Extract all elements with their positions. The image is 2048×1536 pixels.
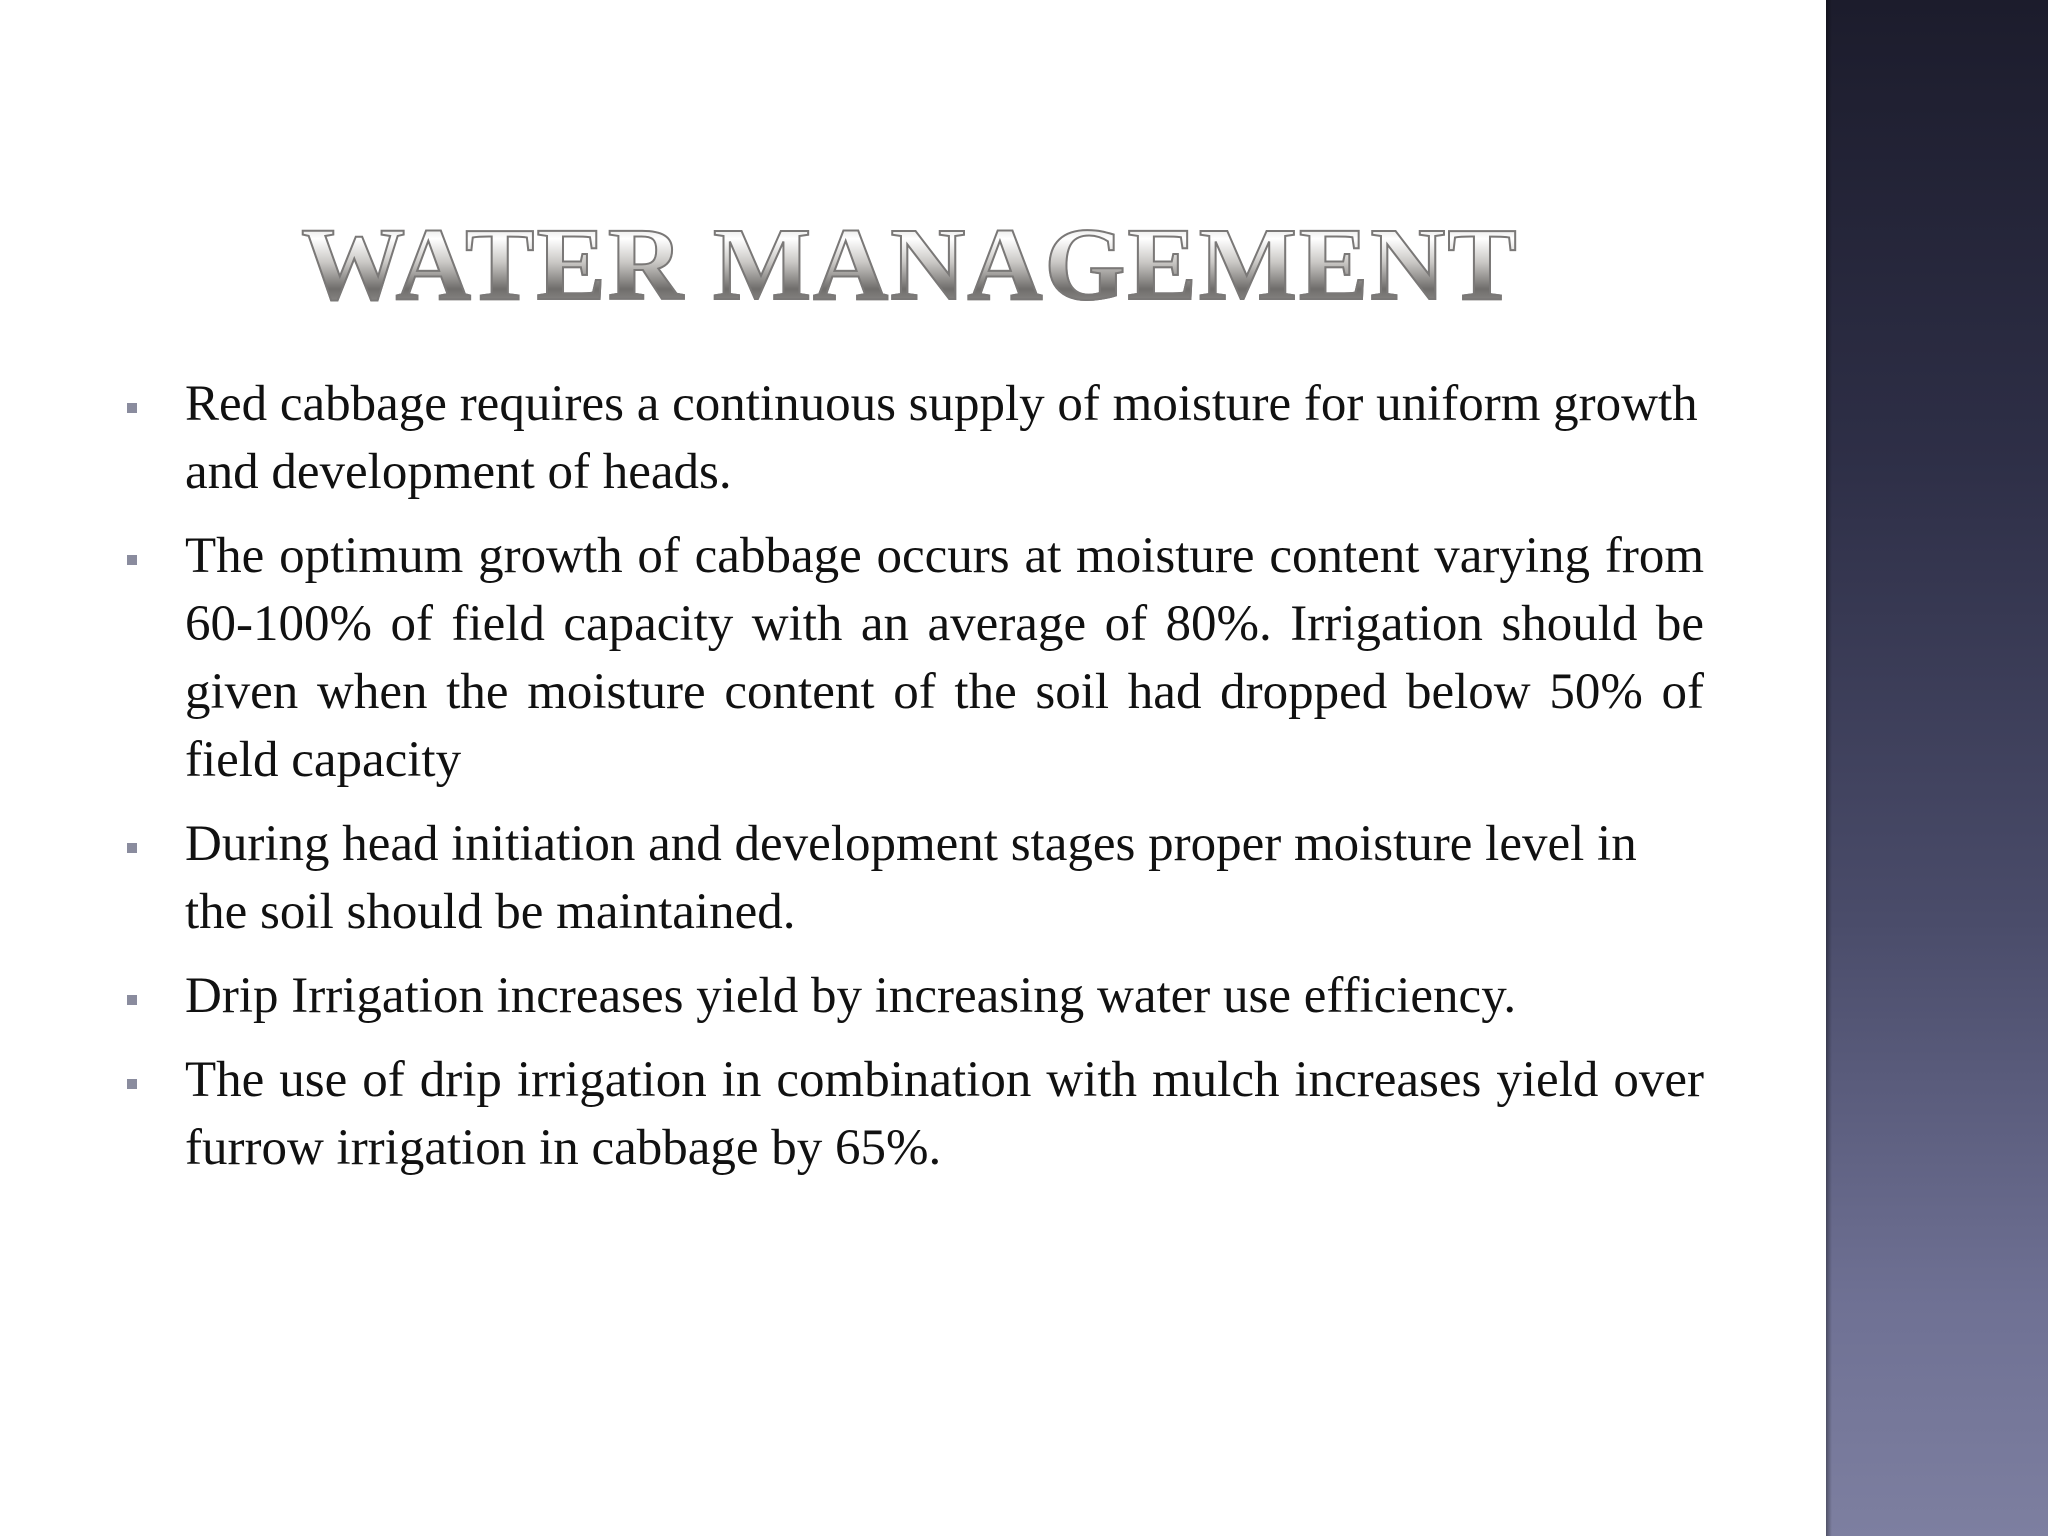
square-bullet-icon <box>127 843 137 853</box>
bullet-text: During head initiation and development stages proper moisture level in the soil should be maintained. <box>185 816 1637 940</box>
decorative-side-band <box>1826 0 2048 1536</box>
bullet-item-3 <box>120 810 1704 946</box>
bullet-item-2 <box>120 522 1704 794</box>
bullet-item-1 <box>120 370 1704 506</box>
square-bullet-icon <box>127 1079 137 1089</box>
bullet-list <box>120 370 1704 1198</box>
square-bullet-icon <box>127 995 137 1005</box>
side-band-shadow <box>1826 0 1832 1536</box>
square-bullet-icon <box>127 403 137 413</box>
bullet-text: The optimum growth of cabbage occurs at moisture content varying from 60-100% of field capacity with an average of 80%. Irrigation should be given when the moisture content of the soil had dropped below 50% of field capacity <box>185 528 1704 788</box>
bullet-text: Drip Irrigation increases yield by increasing water use efficiency. <box>185 968 1517 1024</box>
bullet-item-5 <box>120 1046 1704 1182</box>
bullet-text: Red cabbage requires a continuous supply of moisture for uniform growth and development of heads. <box>185 376 1698 500</box>
bullet-text: The use of drip irrigation in combination with mulch increases yield over furrow irrigation in cabbage by 65%. <box>185 1052 1704 1176</box>
square-bullet-icon <box>127 555 137 565</box>
bullet-item-4 <box>120 962 1704 1030</box>
slide-title: WATER MANAGEMENT <box>150 205 1670 325</box>
